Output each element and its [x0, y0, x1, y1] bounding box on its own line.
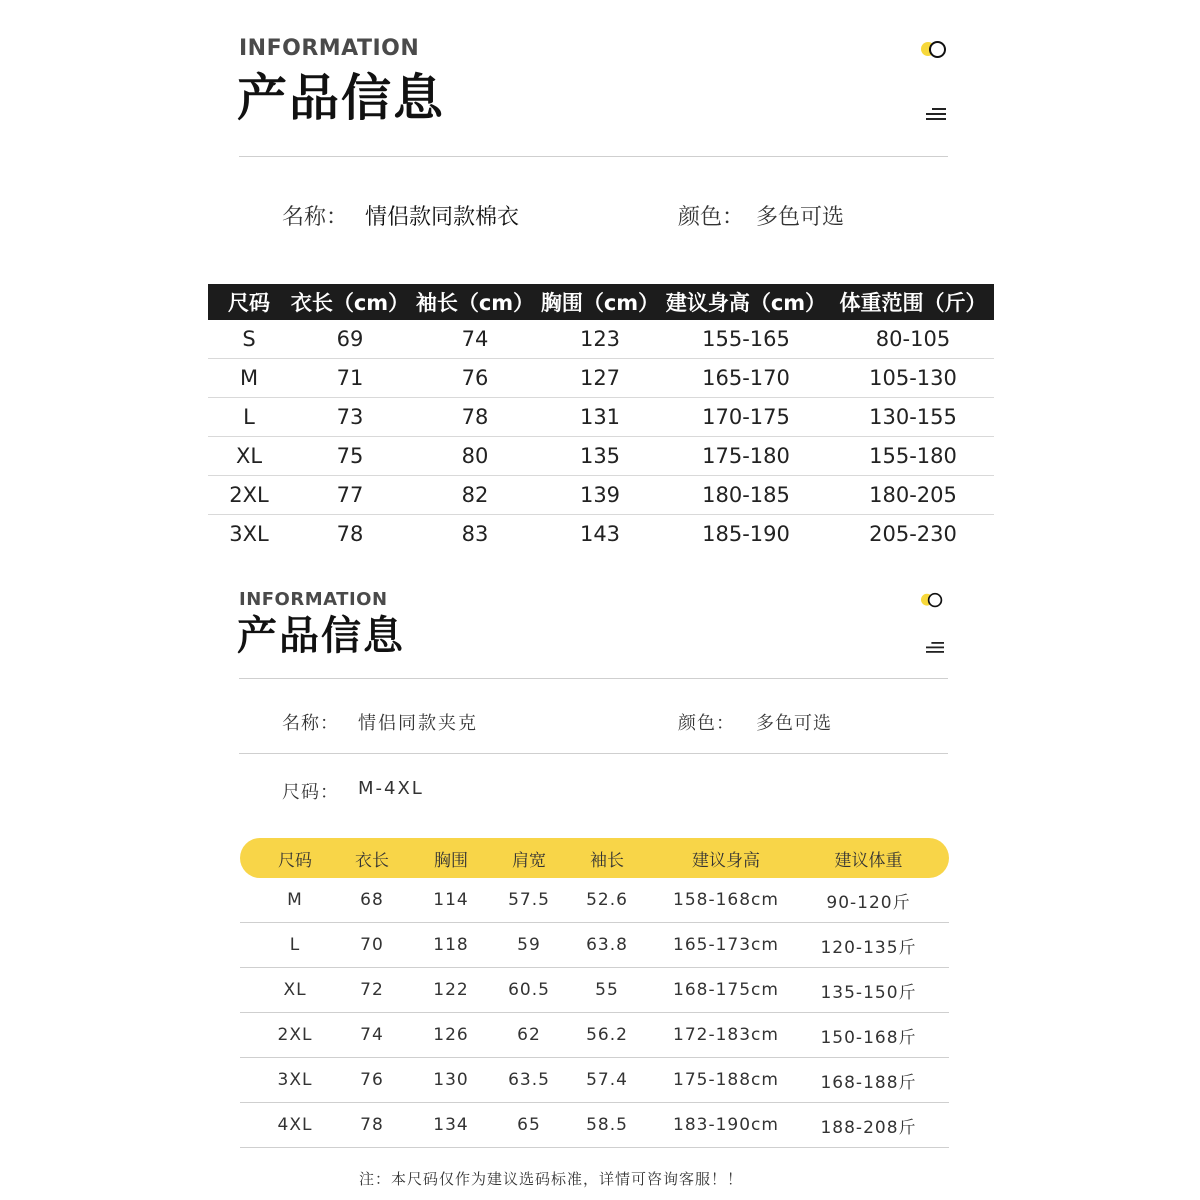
table-cell: 205-230 — [869, 522, 957, 546]
menu-lines-icon — [926, 642, 944, 656]
table-cell: 80 — [461, 444, 489, 468]
table-cell: 78 — [461, 405, 489, 429]
table-cell: 82 — [461, 483, 489, 507]
table-cell: 2XL — [277, 1025, 313, 1045]
table-header-cell: 胸围（cm） — [540, 291, 660, 315]
table-header-cell: 建议身高 — [692, 850, 760, 871]
table-header-cell: 尺码 — [278, 850, 312, 871]
table-cell: S — [242, 327, 256, 351]
table-header-cell: 尺码 — [228, 291, 270, 315]
table-cell: 188-208斤 — [820, 1117, 917, 1138]
table-row — [208, 398, 994, 437]
table-cell: 122 — [433, 980, 469, 1000]
table-cell: 70 — [360, 935, 384, 955]
table-row — [240, 878, 949, 923]
menu-lines-icon — [926, 108, 946, 123]
table-cell: 139 — [579, 483, 621, 507]
table-cell: 62 — [517, 1025, 541, 1045]
table-cell: 134 — [433, 1115, 469, 1135]
table-row — [240, 923, 949, 968]
table-cell: 135-150斤 — [820, 982, 917, 1003]
section2-name-value: 情侣同款夹克 — [358, 713, 478, 734]
section2-color-label: 颜色： — [678, 713, 735, 734]
toggle-icon — [921, 592, 943, 607]
table-cell: 75 — [336, 444, 364, 468]
table-cell: 150-168斤 — [820, 1027, 917, 1048]
table-header-cell: 袖长（cm） — [415, 291, 535, 315]
table-cell: 175-180 — [702, 444, 790, 468]
table-cell: 130 — [433, 1070, 469, 1090]
table-cell: M — [287, 890, 303, 910]
table-header-cell: 袖长 — [590, 850, 624, 871]
table-cell: 60.5 — [508, 980, 550, 1000]
table-cell: 120-135斤 — [820, 937, 917, 958]
section2-color-value: 多色可选 — [756, 713, 832, 734]
table-cell: 127 — [579, 366, 621, 390]
table-cell: 59 — [517, 935, 541, 955]
section1-color-label: 颜色： — [678, 205, 745, 230]
table-cell: 71 — [336, 366, 364, 390]
table-cell: 168-175cm — [673, 980, 779, 1000]
size-table-1 — [208, 284, 994, 553]
footnote: 注：本尺码仅作为建议选码标准，详情可咨询客服！！ — [359, 1170, 744, 1188]
table-cell: 135 — [579, 444, 621, 468]
table-cell: 123 — [579, 327, 621, 351]
size-table-1-header — [208, 284, 994, 320]
section1-name-value: 情侣款同款棉衣 — [365, 205, 520, 230]
table-cell: 126 — [433, 1025, 469, 1045]
section2-heading-cn: 产品信息 — [237, 613, 405, 659]
table-cell: 165-173cm — [673, 935, 779, 955]
section2-divider-mid — [239, 753, 948, 754]
table-cell: L — [243, 405, 255, 429]
section2-divider-top — [239, 678, 948, 679]
table-cell: 183-190cm — [673, 1115, 779, 1135]
table-cell: 165-170 — [702, 366, 790, 390]
table-cell: 57.4 — [586, 1070, 628, 1090]
table-cell: 3XL — [229, 522, 269, 546]
table-cell: 80-105 — [875, 327, 951, 351]
table-cell: 143 — [579, 522, 621, 546]
table-cell: 55 — [595, 980, 619, 1000]
table-header-cell: 衣长（cm） — [290, 291, 410, 315]
size-table-2 — [240, 838, 949, 1148]
table-cell: 185-190 — [702, 522, 790, 546]
section1-heading-en: INFORMATION — [239, 36, 420, 61]
table-cell: 68 — [360, 890, 384, 910]
table-cell: 2XL — [229, 483, 269, 507]
table-cell: 73 — [336, 405, 364, 429]
section2-size-label: 尺码： — [282, 782, 339, 803]
table-cell: 69 — [336, 327, 364, 351]
table-cell: 180-205 — [869, 483, 957, 507]
table-header-cell: 肩宽 — [512, 850, 546, 871]
table-header-cell: 建议体重 — [834, 850, 903, 871]
table-cell: 114 — [433, 890, 469, 910]
section1-name-label: 名称： — [282, 205, 349, 230]
table-row — [208, 437, 994, 476]
section2-heading-en: INFORMATION — [239, 589, 388, 610]
table-cell: 57.5 — [508, 890, 550, 910]
table-cell: 74 — [461, 327, 489, 351]
table-cell: 52.6 — [586, 890, 628, 910]
table-row — [240, 1058, 949, 1103]
table-cell: 77 — [336, 483, 364, 507]
table-cell: 76 — [461, 366, 489, 390]
section1-heading-cn: 产品信息 — [237, 69, 445, 127]
table-cell: 180-185 — [702, 483, 790, 507]
table-cell: 76 — [360, 1070, 384, 1090]
table-cell: 74 — [360, 1025, 384, 1045]
table-row — [208, 515, 994, 553]
table-cell: 4XL — [277, 1115, 313, 1135]
table-cell: 158-168cm — [673, 890, 779, 910]
table-row — [240, 1103, 949, 1148]
table-cell: 175-188cm — [673, 1070, 779, 1090]
table-cell: 3XL — [277, 1070, 313, 1090]
section1-color-value: 多色可选 — [756, 205, 845, 230]
table-cell: 78 — [336, 522, 364, 546]
table-cell: 155-180 — [869, 444, 957, 468]
table-cell: 105-130 — [869, 366, 957, 390]
table-cell: 63.8 — [586, 935, 628, 955]
size-table-2-header — [240, 838, 949, 878]
table-cell: 58.5 — [586, 1115, 628, 1135]
table-cell: 118 — [433, 935, 469, 955]
table-cell: 170-175 — [702, 405, 790, 429]
table-header-cell: 建议身高（cm） — [665, 291, 827, 315]
table-cell: 155-165 — [702, 327, 790, 351]
table-cell: 168-188斤 — [820, 1072, 917, 1093]
section2-name-label: 名称： — [282, 713, 339, 734]
table-row — [240, 1013, 949, 1058]
table-cell: 90-120斤 — [826, 892, 911, 913]
table-header-cell: 胸围 — [434, 850, 468, 871]
table-cell: L — [289, 935, 301, 955]
table-row — [208, 320, 994, 359]
table-row — [208, 359, 994, 398]
table-cell: 78 — [360, 1115, 384, 1135]
table-cell: M — [239, 366, 259, 390]
table-cell: 130-155 — [869, 405, 957, 429]
table-header-cell: 体重范围（斤） — [839, 291, 987, 315]
section1-divider — [239, 156, 948, 157]
section2-size-value: M-4XL — [358, 778, 424, 799]
table-cell: XL — [283, 980, 307, 1000]
table-cell: 131 — [579, 405, 621, 429]
table-row — [208, 476, 994, 515]
table-cell: 83 — [461, 522, 489, 546]
table-cell: XL — [235, 444, 263, 468]
toggle-icon — [921, 40, 947, 58]
table-header-cell: 衣长 — [355, 850, 389, 871]
table-cell: 72 — [360, 980, 384, 1000]
table-cell: 63.5 — [508, 1070, 550, 1090]
table-cell: 172-183cm — [673, 1025, 779, 1045]
table-cell: 65 — [517, 1115, 541, 1135]
table-cell: 56.2 — [586, 1025, 628, 1045]
table-row — [240, 968, 949, 1013]
